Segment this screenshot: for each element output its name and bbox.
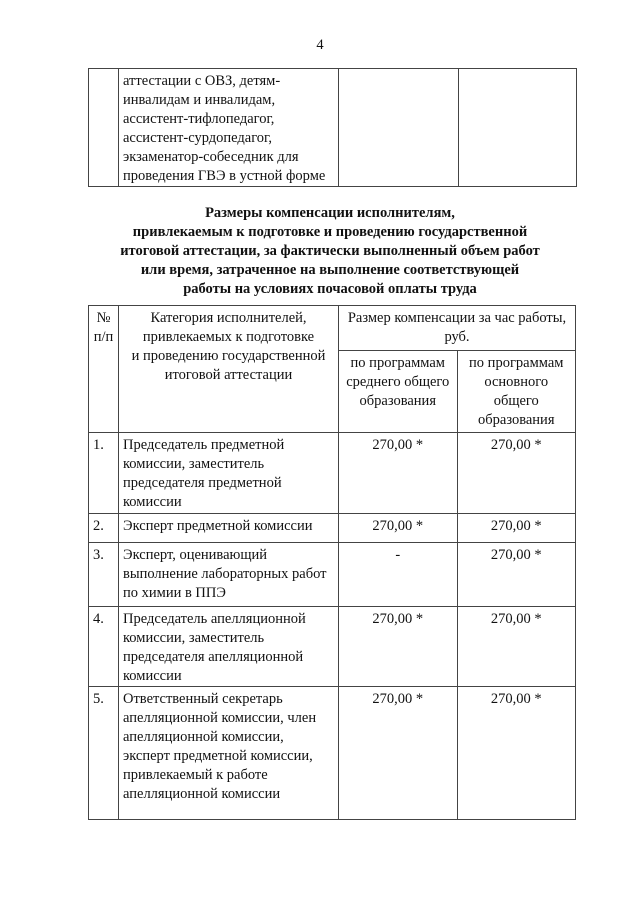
text-line: 2. (93, 518, 104, 534)
text-line: общего (493, 393, 539, 409)
compensation-table (88, 305, 576, 820)
row-basic-value (457, 687, 576, 820)
text-line: выполнение лабораторных работ (123, 566, 327, 582)
row-basic-value (457, 433, 576, 514)
text-line: 270,00 * (490, 518, 542, 534)
text-line: апелляционной комиссии, (123, 729, 284, 745)
text-line: по программам (469, 355, 564, 371)
text-line: проведения ГВЭ в устной форме (123, 168, 326, 184)
text-line: среднего общего (346, 374, 450, 390)
text-line: 270,00 * (490, 437, 542, 453)
text-line: по химии в ППЭ (123, 585, 226, 601)
row-num (89, 433, 119, 514)
title-line: работы на условиях почасовой оплаты труда (183, 281, 477, 297)
text-line: комиссии (123, 494, 182, 510)
section-title (0, 204, 640, 299)
row-category (119, 543, 339, 607)
text-line: и проведению государственной (131, 348, 326, 364)
row-category (119, 514, 339, 543)
text-line: привлекаемых к подготовке (142, 329, 315, 345)
text-line: 3. (93, 547, 104, 563)
header-row (89, 306, 576, 351)
table-row (89, 69, 577, 187)
text-line: 270,00 * (490, 547, 542, 563)
text-line: Размер компенсации за час работы, (347, 310, 567, 326)
row-category (119, 687, 339, 820)
row-num (89, 514, 119, 543)
text-line: 270,00 * (372, 437, 424, 453)
header-basic (457, 351, 576, 433)
title-line: или время, затраченное на выполнение соответствующей (140, 262, 520, 278)
text-line: апелляционной комиссии (123, 786, 281, 802)
text-line: Председатель апелляционной (123, 611, 306, 627)
row-category (119, 607, 339, 687)
title-line: Размеры компенсации исполнителям, (205, 205, 455, 221)
text-line: образования (359, 393, 436, 409)
text-line: 4. (93, 611, 104, 627)
row-basic-value (457, 607, 576, 687)
header-compensation (339, 306, 576, 351)
table-row (89, 543, 576, 607)
text-line: председателя предметной (123, 475, 282, 491)
text-line: руб. (444, 329, 470, 345)
table-row (89, 514, 576, 543)
text-line: Эксперт предметной комиссии (123, 518, 313, 534)
text-line: комиссии, заместитель (123, 456, 265, 472)
category-cell (119, 69, 339, 187)
header-num (89, 306, 119, 433)
text-line: Ответственный секретарь (123, 691, 283, 707)
text-line: 5. (93, 691, 104, 707)
text-line: п/п (93, 329, 114, 345)
secondary-cell (339, 69, 459, 187)
text-line: экзаменатор-собеседник для (123, 149, 299, 165)
text-line: 270,00 * (372, 691, 424, 707)
table-row (89, 607, 576, 687)
row-basic-value (457, 543, 576, 607)
title-line: итоговой аттестации, за фактически выполненный объем работ (120, 243, 540, 259)
text-line: 270,00 * (490, 691, 542, 707)
row-basic-value (457, 514, 576, 543)
row-num (89, 687, 119, 820)
text-line: ассистент-сурдопедагог, (123, 130, 272, 146)
row-num (89, 607, 119, 687)
text-line: основного (484, 374, 549, 390)
text-line: 1. (93, 437, 104, 453)
text-line: № (96, 310, 111, 326)
title-line: привлекаемым к подготовке и проведению государственной (132, 224, 528, 240)
text-line: привлекаемый к работе (123, 767, 268, 783)
row-secondary-value (339, 514, 458, 543)
text-line: комиссии (123, 668, 182, 684)
text-line: апелляционной комиссии, член (123, 710, 317, 726)
header-secondary (339, 351, 458, 433)
header-category (119, 306, 339, 433)
basic-cell (459, 69, 577, 187)
text-line: образования (478, 412, 555, 428)
text-line: 270,00 * (372, 518, 424, 534)
text-line: аттестации с ОВЗ, детям- (123, 73, 281, 89)
table-row (89, 687, 576, 820)
num-cell (89, 69, 119, 187)
text-line: Эксперт, оценивающий (123, 547, 268, 563)
row-category (119, 433, 339, 514)
text-line: председателя апелляционной (123, 649, 304, 665)
text-line: по программам (350, 355, 445, 371)
row-secondary-value (339, 687, 458, 820)
row-secondary-value (339, 607, 458, 687)
row-secondary-value (339, 543, 458, 607)
text-line: - (395, 547, 401, 563)
text-line: Категория исполнителей, (150, 310, 307, 326)
page-number: 4 (316, 37, 324, 53)
text-line: инвалидам и инвалидам, (123, 92, 276, 108)
text-line: эксперт предметной комиссии, (123, 748, 313, 764)
text-line: 270,00 * (490, 611, 542, 627)
text-line: Председатель предметной (123, 437, 285, 453)
text-line: ассистент-тифлопедагог, (123, 111, 275, 127)
text-line: комиссии, заместитель (123, 630, 265, 646)
table-row (89, 433, 576, 514)
continuation-table (88, 68, 577, 187)
row-secondary-value (339, 433, 458, 514)
text-line: 270,00 * (372, 611, 424, 627)
text-line: итоговой аттестации (164, 367, 293, 383)
row-num (89, 543, 119, 607)
